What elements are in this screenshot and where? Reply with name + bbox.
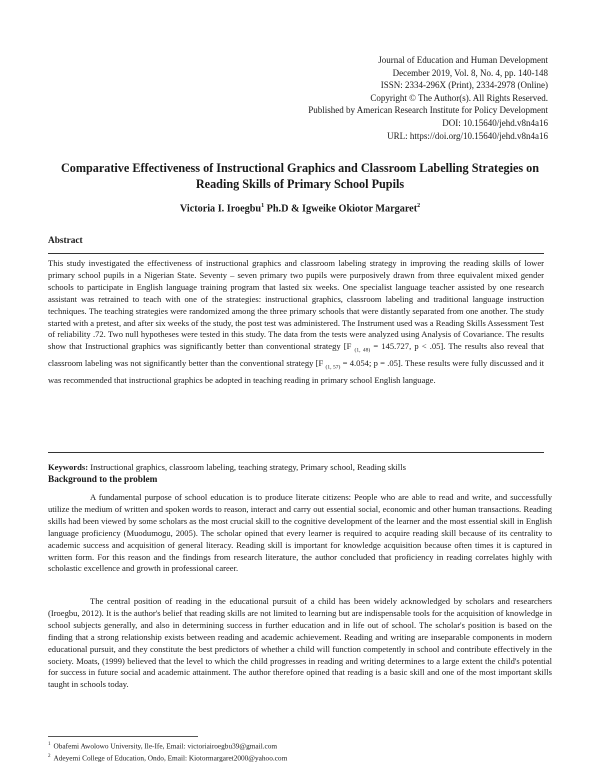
author-line: [48, 203, 552, 214]
author-1-mark: 1: [261, 203, 265, 209]
abstract-text: [48, 258, 544, 386]
journal-doi[interactable]: DOI: 10.15640/jehd.v8n4a16: [442, 117, 548, 128]
abstract-text-part1: This study investigated the effectiveness of instructional graphics and classroom labeling strategy in improving the reading skills of lower primary school pupils in a Nigerian State. Seventy – seven primary two pupils were purposively drawn from three equivalent mixed gender schools to participate in English language training program that lasted six weeks. One specialist language teacher assisted by one research assistant was retrained to teach with one of the strategies: instructional graphics, classroom labeling and traditional language instruction techniques. The teaching strategies were randomized among the three primary schools that were distantly separated from one another. The study started with a pretest, and after six weeks of the study, the post test was administered. The Instrument used was a Reading Skills Assessment Test of reliability .72. Two null hypotheses were tested in this study. The data from the tests were analyzed using Analysis of Covariance. The results show that Instructional graphics was significantly better than conventional strategy [F: [48, 258, 544, 352]
footnote-1-mark: 1: [48, 742, 51, 747]
paper-title: [48, 160, 552, 192]
journal-info: [248, 54, 548, 142]
abstract-box: [48, 253, 544, 453]
footnote-2-mark: 2: [48, 753, 51, 759]
footnote-2-text: Adeyemi College of Education, Ondo, Email: Kiotormargaret2000@yahoo.com: [53, 753, 288, 763]
abstract-f1-subscript: (1, 48): [354, 348, 371, 355]
journal-name: Journal of Education and Human Development: [378, 55, 548, 65]
background-heading: Background to the problem: [48, 475, 158, 485]
journal-publisher: Published by American Research Institute for Policy Development: [308, 105, 548, 116]
abstract-text-part3: = 4.054; p = .05]. These results were fully discussed and it was recommended that instructional graphics be adopted in teaching reading in primary school English language.: [48, 357, 544, 385]
abstract-heading: Abstract: [48, 236, 83, 246]
journal-issn: ISSN: 2334-296X (Print), 2334-2978 (Online): [380, 80, 548, 91]
author-1-degree: Ph.D &: [264, 203, 303, 215]
paper-title-line2: Reading Skills of Primary School Pupils: [195, 177, 405, 191]
abstract-text-part2: = 145.727, p < .05]. The results also reveal that classroom labeling was not significantly better than the conventional strategy [F: [48, 341, 544, 368]
paper-title-line1: Comparative Effectiveness of Instructional Graphics and Classroom Labelling Strategies on: [60, 161, 540, 175]
footnote-1-text: Obafemi Awolowo University, Ile-Ife, Email: victoriairoegbu39@gmail.com: [53, 741, 278, 751]
background-paragraph-1: A fundamental purpose of school education is to produce literate citizens: People who are able to read and write, and successfully utilize the medium of written and spoken words to reason, interact and carry out essential social, economic and other human transactions. Reading skills had been viewed by some scholars as the most crucial skill to the cognitive development of the learner and the most essential skill in English language proficiency (Muodumogu, 2005). The scholar opined that every learner is required to acquire reading skill because of its centrality to academic success and acquisition of general literacy. Reading skill is important for knowledge acquisition because often times it is captured in written form. For this reason and the findings from research literature, the author concluded that proficiency in reading correlates highly with scholastic excellence and growth in professional career.: [48, 492, 552, 574]
journal-copyright: Copyright © The Author(s). All Rights Reserved.: [370, 92, 548, 103]
author-2-mark: 2: [417, 203, 421, 209]
keywords-label: Keywords:: [48, 462, 89, 472]
journal-issue: December 2019, Vol. 8, No. 4, pp. 140-148: [392, 67, 548, 78]
journal-url[interactable]: URL: https://doi.org/10.15640/jehd.v8n4a16: [387, 130, 548, 141]
abstract-f2-subscript: (1, 57): [325, 364, 341, 371]
footnotes: [48, 740, 287, 764]
footnote-1: [48, 740, 287, 752]
author-2: Igweike Okiotor Margaret: [302, 203, 418, 215]
keywords-line: [48, 462, 552, 472]
author-1: Victoria I. Iroegbu: [179, 203, 262, 215]
background-paragraph-2: The central position of reading in the educational pursuit of a child has been widely acknowledged by scholars and researchers (Iroegbu, 2012). It is the author's belief that reading skills are not limited to learning but are indispensable tools for the acquisition of knowledge in school subjects generally, and also in determining success in further education and in life out of school. The scholar's position is based on the finding that a strong relationship exists between reading and academic achievement. Reading and writing are inseparable components in modern educational pursuit, and they constitute the best predictors of whether a child will function competently in school and contribute effectively in the society. Moats, (1999) believed that the level to which the child progresses in reading and writing determines to a large extent the child's potential for success in future social and academic attainment. The author therefore opined that reading is a basic skill and one of the most important skills taught in schools today.: [48, 596, 552, 690]
footnote-2: [48, 752, 287, 764]
keywords-text: Instructional graphics, classroom labeling, teaching strategy, Primary school, Reading skills: [88, 462, 406, 472]
footnote-divider: [48, 736, 198, 737]
